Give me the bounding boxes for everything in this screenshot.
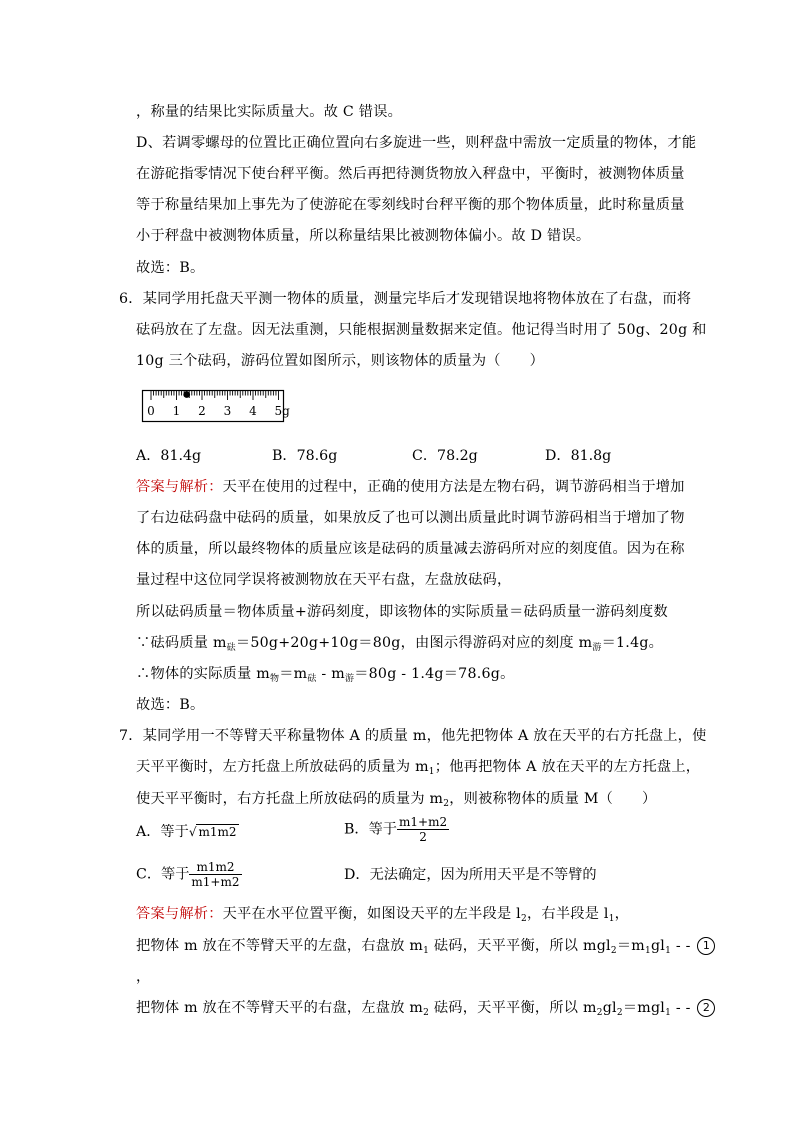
q6-option-b: B．78.6g xyxy=(272,448,338,464)
q7-option-c: C．等于 $\frac{m1m2}{m1+m2}$ xyxy=(136,860,240,889)
q6-answer-line: 答案与解析：天平在使用的过程中，正确的使用方法是左物右码，调节游码相当于增加 xyxy=(136,479,685,495)
text-line: 小于秤盘中被测物体质量，所以称量结果比被测物体偏小。故 D 错误。 xyxy=(136,228,591,244)
rider-ruler-figure xyxy=(142,390,290,422)
ruler-label: 3 xyxy=(223,404,232,418)
q6-choose: 故选：B。 xyxy=(136,697,205,713)
sqrt-expression: √ m1m2 xyxy=(188,825,237,839)
q6-option-a: A．81.4g xyxy=(136,448,202,464)
ruler-label: 4 xyxy=(249,404,257,418)
q7-option-a: A．等于√ m1m2 xyxy=(136,824,237,840)
circled-number: 1 xyxy=(697,937,715,955)
text-line: ，称量的结果比实际质量大。故 C 错误。 xyxy=(136,104,403,120)
q6-answer-line: 体的质量，所以最终物体的质量应该是砝码的质量减去游码所对应的刻度值。因为在称 xyxy=(136,541,685,557)
answer-label: 答案与解析： xyxy=(136,906,223,922)
q6-answer-line: 量过程中这位同学误将被测物放在天平右盘，左盘放砝码， xyxy=(136,572,512,588)
q7-option-d: D．无法确定，因为所用天平是不等臂的 xyxy=(344,867,597,883)
ruler-label: 2 xyxy=(198,404,206,418)
q6-stem: 砝码放在了左盘。因无法重测，只能根据测量数据来定值。他记得当时用了 50g、20g 和 xyxy=(136,322,707,338)
q6-stem: 10g 三个砝码，游码位置如图所示，则该物体的质量为（ ） xyxy=(136,353,545,369)
fraction: $\frac{m1+m2}{2}$ xyxy=(399,815,448,844)
q7-answer-line: 答案与解析：天平在水平位置平衡，如图设天平的左半段是 $l_2$，右半段是 $l_1$， xyxy=(136,906,630,924)
answer-label: 答案与解析： xyxy=(136,479,223,495)
text-line: 故选：B。 xyxy=(136,260,205,276)
q7-option-b: B．等于 $\frac{m1+m2}{2}$ xyxy=(344,815,448,844)
ruler-label: 1 xyxy=(172,404,181,418)
rider-marker xyxy=(183,391,190,398)
q7-stem: 7．某同学用一不等臂天平称量物体 A 的质量 m，他先把物体 A 放在天平的右方托盘上，使 xyxy=(119,728,707,744)
q7-stem: 天平平衡时，左方托盘上所放砝码的质量为 $m_1$；他再把物体 A 放在天平的左方托盘上， xyxy=(136,759,701,777)
text-line: 在游砣指零情况下使台秤平衡。然后再把待测货物放入秤盘中，平衡时，被测物体质量 xyxy=(136,166,685,182)
q7-answer-line: 把物体 m 放在不等臂天平的左盘，右盘放 $m_1$ 砝码，天平平衡，所以 $mgl_2=m_1gl_1$ - - 1 xyxy=(136,936,715,956)
ruler-label: 5g xyxy=(274,404,290,418)
q6-option-d: D．81.8g xyxy=(545,448,612,464)
q6-answer-line: ∵砝码质量 $m_砝=50g+20g+10g=80g$，由图示得游码对应的刻度 $m_游=1.4g$。 xyxy=(136,635,664,653)
q7-answer-line: 把物体 m 放在不等臂天平的右盘，左盘放 $m_2$ 砝码，天平平衡，所以 $m_2gl_2=mgl_1$ - - 2 xyxy=(136,998,715,1018)
q6-stem: 6．某同学用托盘天平测一物体的质量，测量完毕后才发现错误地将物体放在了右盘，而将 xyxy=(119,291,692,307)
q7-answer-line: ， xyxy=(136,969,151,985)
q6-answer-line: ∴物体的实际质量 $m_物=m_砝 - m_游=80g - 1.4g=78.6g$。 xyxy=(136,666,515,684)
text-line: 等于称量结果加上事先为了使游砣在零刻线时台秤平衡的那个物体质量，此时称量质量 xyxy=(136,197,685,213)
circled-number: 2 xyxy=(697,999,715,1017)
fraction: $\frac{m1m2}{m1+m2}$ xyxy=(191,860,240,889)
q6-answer-line: 了右边砝码盘中砝码的质量，如果放反了也可以测出质量此时调节游码相当于增加了物 xyxy=(136,510,685,526)
ruler-label: 0 xyxy=(147,404,155,418)
q7-stem: 使天平平衡时，右方托盘上所放砝码的质量为 $m_2$，则被称物体的质量 M（ ） xyxy=(136,791,657,809)
q6-option-c: C．78.2g xyxy=(412,448,478,464)
q6-answer-line: 所以砝码质量＝物体质量+游码刻度，即该物体的实际质量＝砝码质量一游码刻度数 xyxy=(136,604,668,620)
text-line: D、若调零螺母的位置比正确位置向右多旋进一些，则秤盘中需放一定质量的物体，才能 xyxy=(136,135,697,151)
